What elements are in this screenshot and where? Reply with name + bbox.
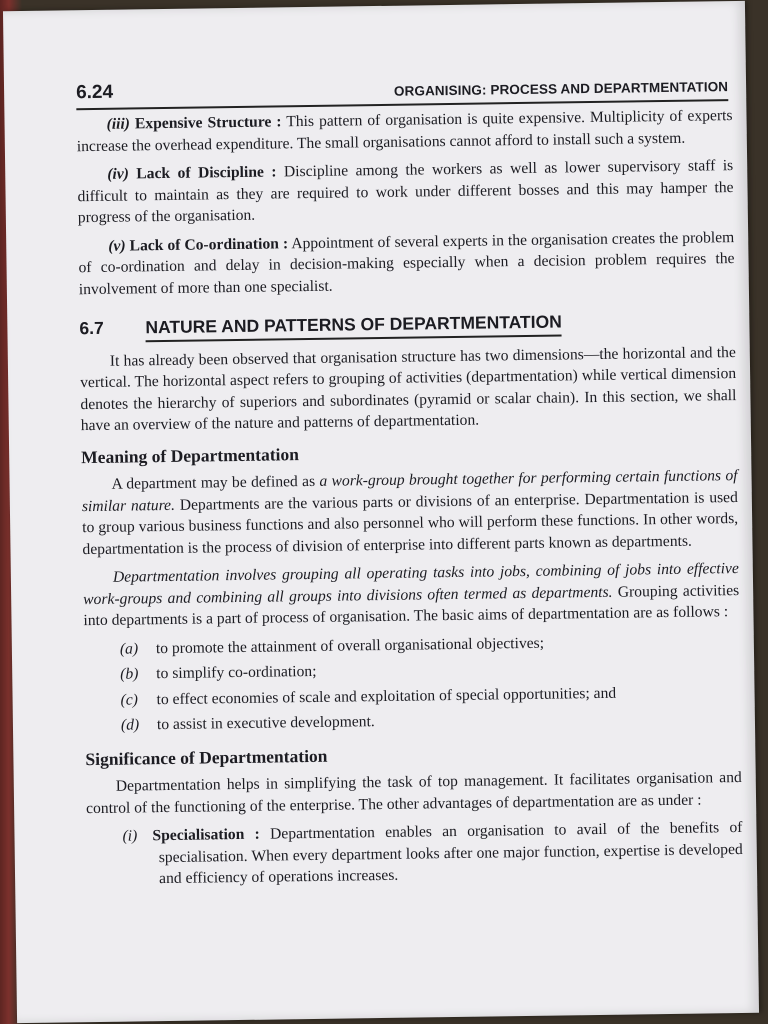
item-text: to simplify co-ordination; (156, 662, 317, 683)
list-item (121, 706, 741, 736)
text-run: Departments are the various parts or divisions of an enterprise. Departmentation is used to group various business functions and also personnel who will perform these functions. In other words, departmentation is the process of division of enterprise into different parts known as departments. (82, 488, 739, 558)
item-label: (iii) (106, 115, 131, 133)
page-number: 6.24 (75, 81, 114, 104)
definition-italic: Departmentation involves grouping all operating tasks into jobs, combining of jobs into effective work-groups and combining all groups into divisions often termed as departments. (83, 560, 739, 608)
section-heading (79, 309, 735, 343)
text-run: A department may be defined as (111, 472, 320, 493)
significance-heading: Significance of Departmentation (85, 745, 328, 769)
item-label: (i) (122, 827, 138, 845)
running-head: ORGANISING: PROCESS AND DEPARTMENTATION (393, 79, 729, 99)
definition-italic: a work-group brought together for performing certain functions of similar nature. (81, 467, 738, 515)
item-text: to assist in executive development. (156, 713, 375, 734)
significance-intro: Departmentation helps in simplifying the task of top management. It facilitates organisation and control of the functioning of the enterprise. The other advantages of departmentation are as under : (85, 768, 742, 817)
list-item (120, 680, 740, 710)
item-text: Departmentation enables an organisation to avail of the benefits of specialisation. When every department looks after one major function, expertise is developed and efficiency of operations increases. (158, 818, 743, 888)
page-body (76, 105, 743, 891)
item-label: (iv) (107, 165, 130, 183)
item-label: (c) (120, 690, 139, 709)
page-header (76, 73, 728, 110)
disadvantage-item (77, 155, 734, 229)
disadvantage-item (78, 227, 735, 301)
significance-item (122, 817, 743, 890)
list-item (120, 630, 740, 660)
item-label: (b) (120, 665, 139, 683)
item-title: Lack of Discipline : (136, 163, 277, 183)
section-number: 6.7 (79, 317, 104, 339)
text-run: Grouping activities into departments is a part of process of organisation. The basic aims of departmentation are as follows : (83, 581, 740, 630)
item-text: Discipline among the workers as well as lower supervisory staff is difficult to maintain as they are required to work under different bosses and this may hamper the progress of the organisation. (77, 157, 734, 227)
section-title: NATURE AND PATTERNS OF DEPARTMENTATION (145, 311, 562, 341)
item-text: This pattern of organisation is quite expensive. Multiplicity of experts increase the overhead expenditure. The small organisations cannot afford to install such a system. (76, 107, 733, 155)
disadvantage-item (76, 105, 733, 157)
item-text: to promote the attainment of overall organisational objectives; (155, 634, 545, 657)
item-label: (v) (108, 237, 126, 255)
list-item (120, 655, 740, 685)
item-text: Appointment of several experts in the organisation creates the problem of co-ordination and delay in decision-making especially when a decision problem requires the involvement of more than one specialist. (78, 228, 735, 298)
item-label: (a) (119, 639, 139, 658)
item-label: (d) (120, 716, 140, 734)
item-title: Expensive Structure : (134, 113, 282, 133)
book-page (3, 1, 759, 1023)
meaning-paragraph-2 (83, 558, 740, 632)
meaning-paragraph-1 (81, 465, 738, 560)
item-title: Lack of Co-ordination : (129, 234, 289, 254)
item-text: to effect economies of scale and exploitation of special opportunities; and (156, 684, 617, 708)
item-title: Specialisation : (152, 825, 260, 845)
aims-list (84, 630, 741, 737)
section-intro: It has already been observed that organisation structure has two dimensions—the horizontal and the vertical. The horizontal aspect refers to grouping of activities (departmentation) while vertical dimension denotes the hierarchy of superiors and subordinates (pyramid or scalar chain). In this section, we shall have an overview of the nature and patterns of departmentation. (80, 343, 737, 435)
meaning-heading: Meaning of Departmentation (81, 443, 300, 467)
